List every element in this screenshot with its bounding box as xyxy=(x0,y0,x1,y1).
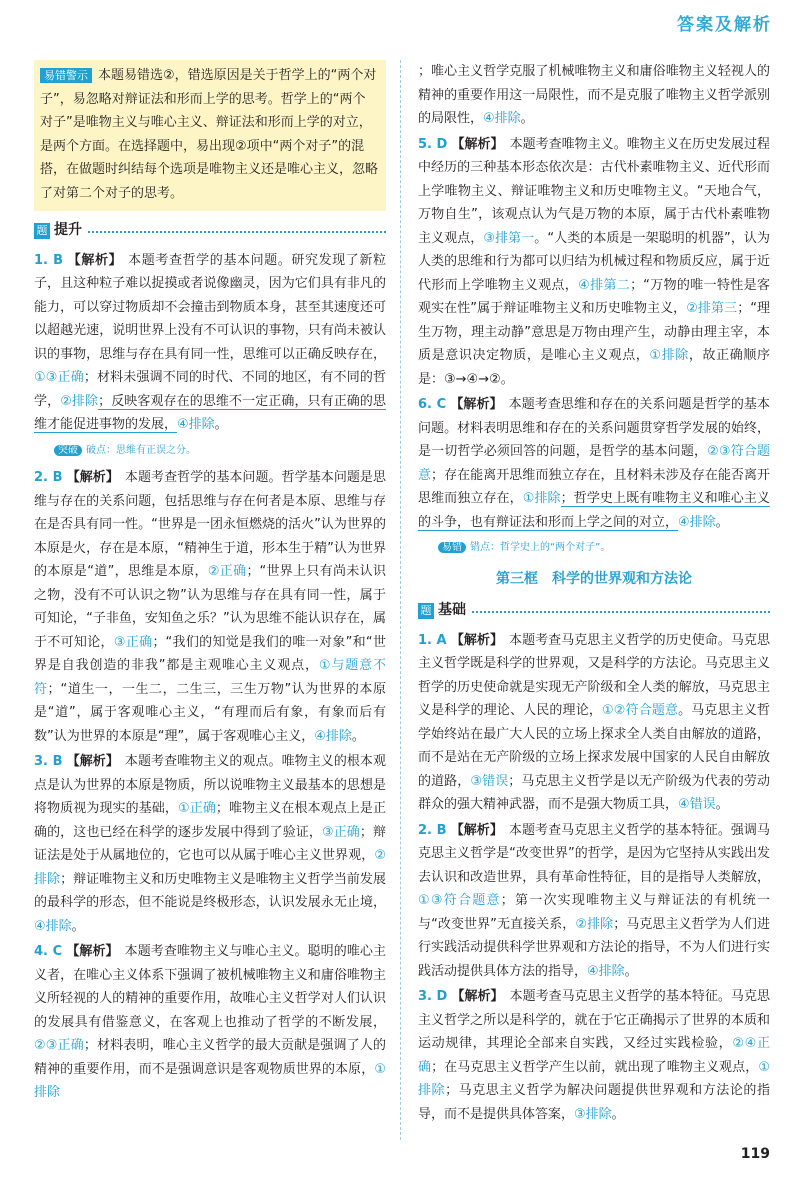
text: 本题考查马克思主义哲学的基本特征。强调马克思主义哲学是“改变世界”的哲学，是因为它坚持从实践出发去认识和改造世界，具有革命性特征，目的是指导人类解放， xyxy=(418,822,770,885)
tip-badge: 易错 xyxy=(438,542,466,553)
answer-item-2 xyxy=(34,466,386,748)
answer-item-3 xyxy=(34,750,386,938)
text: ；辩证唯物主义和历史唯物主义是唯物主义哲学当前发展的最科学的形态，但不能说是终极形态，认识发展永无止境， xyxy=(34,871,386,910)
highlight: ①②符合题意 xyxy=(601,703,679,718)
error-tip xyxy=(438,536,770,560)
error-warning-note xyxy=(34,60,386,211)
text: 本题考查马克思主义哲学的基本特征。马克思主义哲学之所以是科学的，就在于它正确揭示了世界的本质和运动规律，其理论全部来自实践，又经过实践检验， xyxy=(418,989,770,1051)
text: 。马克思主义哲学始终站在最广大人民的立场上探求全人类自由解放的道路，而不是站在无产阶级的立场上探求发展中国家的人民自由解放的道路， xyxy=(418,703,770,789)
text: ；材料未强调不同的时代、不同的地区，有不同的哲学， xyxy=(34,370,386,409)
text: ；在马克思主义哲学产生以前，就出现了唯物主义观点， xyxy=(431,1059,759,1075)
chapter-title: 第三框 科学的世界观和方法论 xyxy=(496,570,692,587)
text: 。 xyxy=(611,1106,625,1122)
highlight: ①排除 xyxy=(418,1059,770,1098)
text: 本题考查思维和存在的关系问题是哲学的基本问题。材料表明思维和存在的关系问题贯穿哲学发展的始终，是一切哲学必须回答的问题，是哲学的基本问题， xyxy=(418,397,770,459)
page-header: 答案及解析 xyxy=(677,15,772,35)
text: ；“万物的唯一特性是客观实在性”属于辩证唯物主义和历史唯物主义， xyxy=(418,277,770,316)
highlight: ④排除 xyxy=(587,963,625,979)
text: 本题考查马克思主义哲学的历史使命。马克思主义哲学既是科学的世界观，又是科学的方法论。马克思主义哲学的历史使命就是实现无产阶级和全人类的解放，马克思主义是科学的理论、人民的理论， xyxy=(418,632,770,718)
highlight: ①正确 xyxy=(177,801,216,816)
highlight: ④排除 xyxy=(314,728,352,744)
text: ；“理生万物，理主动静”意思是万物由理产生，动静由理主宰，本质是意识决定物质，是唯心主义观点， xyxy=(418,301,770,363)
highlight: ③错误 xyxy=(470,773,509,789)
highlight: ②正确 xyxy=(207,564,247,579)
analysis-label: 【解析】 xyxy=(451,989,504,1004)
text: ；唯物主义在根本观点上是正确的，这也已经在科学的逐步发展中得到了验证， xyxy=(34,801,386,840)
answer-number: 4. C xyxy=(34,944,63,959)
text: 。 xyxy=(214,417,228,432)
text: ；材料表明，唯心主义哲学的最大贡献是强调了人的精神的重要作用，而不是强调意识是客观物质世界的本原， xyxy=(34,1038,386,1077)
text: ；马克思主义哲学为解决问题提供世界观和方法论的指导，而不是提供具体答案， xyxy=(418,1083,770,1122)
analysis-label: 【解析】 xyxy=(451,136,504,152)
section-icon: 题 xyxy=(34,223,50,239)
text: 。 xyxy=(715,797,729,812)
note-text: 本题易错选②，错选原因是关于哲学上的“两个对子”，易忽略对辩证法和形而上学的思考。哲学上的“两个对子”是唯物主义与唯心主义、辩证法和形而上学的对立，是两个方面。在选择题中，易出现②项中“两个对子”的混搭，在做题时纠结每个选项是唯物主义还是唯心主义，忽略了对第二个对子的思考。 xyxy=(40,68,379,201)
text: 。 xyxy=(715,514,729,530)
underlined-text: ；哲学史上既有唯物主义和唯心主义的斗争，也有辩证法和形而上学之间的对立， xyxy=(418,491,770,530)
text: 本题考查唯物主义的观点。唯物主义的根本观点是认为世界的本原是物质，所以说唯物主义最基本的思想是将物质视为现实的基础， xyxy=(34,754,386,816)
answer-item-4-part-1 xyxy=(34,940,386,1105)
answer-number: 2. B xyxy=(34,470,63,485)
highlight: ④排除 xyxy=(678,514,716,530)
highlight: ①排除 xyxy=(522,491,561,506)
answer-item-5 xyxy=(418,133,770,392)
section-tisheng xyxy=(34,219,386,243)
text: ；唯心主义哲学克服了机械唯物主义和庸俗唯物主义轻视人的精神的重要作用这一局限性，而不是克服了唯物主义哲学派别的局限性， xyxy=(418,64,770,126)
answer-number: 2. B xyxy=(418,822,447,838)
analysis-label: 【解析】 xyxy=(67,252,123,268)
breakthrough-tip xyxy=(54,439,386,463)
highlight: ③排第一 xyxy=(483,230,535,246)
highlight: ②③符合题意 xyxy=(418,444,770,483)
text: 。 xyxy=(624,963,638,979)
basic-answer-item-2 xyxy=(418,819,770,984)
text: ；马克思主义哲学为人们进行实践活动提供科学世界观和方法论的指导，不为人们进行实践活动提供具体方法的指导， xyxy=(418,916,770,979)
column-divider xyxy=(400,60,401,1140)
section-title: 提升 xyxy=(54,222,82,238)
text: ；“道生一，一生二，二生三，三生万物”认为世界的本原是“道”，属于客观唯心主义，“有理而后有象，有象而后有数”认为世界的本原是“理”，属于客观唯心主义， xyxy=(34,681,386,744)
text: ；马克思主义哲学是以无产阶级为代表的劳动群众的强大精神武器，而不是强大物质工具， xyxy=(418,773,770,812)
answer-number: 3. D xyxy=(418,989,448,1004)
analysis-label: 【解析】 xyxy=(66,470,119,485)
analysis-label: 【解析】 xyxy=(66,944,119,959)
text: 本题考查唯物主义与唯心主义。聪明的唯心主义者，在唯心主义体系下强调了被机械唯物主义和庸俗唯物主义所轻视的人的精神的重要作用，故唯心主义哲学对人们认识的发展具有借鉴意义，在客观上也推动了哲学的不断发展， xyxy=(34,944,386,1030)
answer-number: 1. A xyxy=(418,632,447,648)
text: 本题考查哲学的基本问题。哲学基本问题是思维与存在的关系问题，包括思维与存在何者是本原、思维与存在是否具有同一性。“世界是一团永恒燃烧的活火”认为世界的本原是火，存在是本原，“精神生于道，形本生于精”认为世界的本原是“道”，思维是本原， xyxy=(34,470,386,579)
text: ；第一次实现唯物主义与辩证法的有机统一与“改变世界”无直接关系， xyxy=(418,893,770,932)
highlight: ④排除 xyxy=(177,417,215,432)
highlight: ①与题意不符 xyxy=(34,658,386,697)
answer-number: 6. C xyxy=(418,397,447,412)
text: 。 xyxy=(520,111,534,126)
highlight: ②④正确 xyxy=(418,1036,770,1075)
highlight: ①排除 xyxy=(34,1061,386,1100)
highlight: ②排第三 xyxy=(686,301,738,316)
highlight: ①③符合题意 xyxy=(418,893,501,908)
highlight: ③正确 xyxy=(321,824,360,840)
text: 。 xyxy=(351,728,365,744)
answer-item-4-part-2 xyxy=(418,60,770,131)
highlight: ②排除 xyxy=(60,393,99,409)
highlight: ③排除 xyxy=(574,1106,612,1122)
tip-badge: 突破 xyxy=(54,445,82,456)
basic-answer-item-3 xyxy=(418,985,770,1126)
highlight: ②③正确 xyxy=(34,1038,84,1053)
text: 本题考查哲学的基本问题。研究发现了新粒子，且这种粒子难以捉摸或者说像幽灵，因为它们具有非凡的能力，可以穿过物质却不会撞击到物质本身，甚至其速度还可以超越光速，说明世界上没有不可认识的事物，只有尚未被认识的事物，思维与存在具有同一性，思维可以正确反映存在， xyxy=(34,252,386,362)
highlight: ②排除 xyxy=(34,848,386,887)
highlight: ①③正确 xyxy=(34,370,84,385)
highlight: ④错误 xyxy=(678,797,716,812)
answer-number: 1. B xyxy=(34,252,64,268)
underlined-text: ；反映客观存在的思维不一定正确，只有正确的思维才能促进事物的发展， xyxy=(34,393,386,432)
section-jichu xyxy=(418,599,770,623)
text: 。 xyxy=(71,918,85,934)
highlight: ④排第二 xyxy=(578,277,631,293)
tip-text: 错点：哲学史上的“两个对子”。 xyxy=(470,542,611,553)
answer-item-6 xyxy=(418,393,770,534)
answer-number: 3. B xyxy=(34,754,63,769)
text: ，故正确顺序是：③→④→②。 xyxy=(418,348,770,387)
highlight: ④排除 xyxy=(34,918,72,934)
analysis-label: 【解析】 xyxy=(450,632,504,648)
text: ；辩证法是处于从属地位的，它也可以从属于唯心主义世界观， xyxy=(34,824,386,863)
section-title: 基础 xyxy=(438,602,466,618)
section-dots xyxy=(472,611,770,613)
section-dots xyxy=(88,231,386,233)
section-icon: 题 xyxy=(418,603,434,619)
right-column xyxy=(418,60,770,1128)
analysis-label: 【解析】 xyxy=(66,754,119,769)
analysis-label: 【解析】 xyxy=(450,397,503,412)
highlight: ①排除 xyxy=(649,348,689,363)
text: 。“人类的本质是一架聪明的机器”，认为人类的思维和行为都可以归结为机械过程和物质反应，属于近代形而上学唯物主义观点， xyxy=(418,230,770,293)
basic-answer-item-1 xyxy=(418,629,770,817)
left-column xyxy=(34,60,386,1107)
text: ；“世界上只有尚未认识之物，没有不可认识之物”认为思维与存在具有同一性，属于可知论，“子非鱼，安知鱼之乐？”认为思维不能认识存在，属于不可知论， xyxy=(34,564,386,650)
answer-number: 5. D xyxy=(418,136,448,152)
answer-item-1 xyxy=(34,249,386,437)
highlight: ③正确 xyxy=(113,634,153,650)
highlight: ②排除 xyxy=(575,916,614,932)
text: ；存在能离开思维而独立存在，且材料未涉及存在能否离开思维而独立存在， xyxy=(418,467,770,506)
text: ；“我们的知觉是我们的唯一对象”和“世界是自我创造的非我”都是主观唯心主义观点， xyxy=(34,634,386,673)
tip-text: 破点：思维有正误之分。 xyxy=(86,444,196,456)
text: 本题考查唯物主义。唯物主义在历史发展过程中经历的三种基本形态依次是：古代朴素唯物主义、近代形而上学唯物主义、辩证唯物主义和历史唯物主义。“天地合气，万物自生”，该观点认为气是万物的本原，属于古代朴素唯物主义观点， xyxy=(418,136,770,246)
error-warning-tag: 易错警示 xyxy=(40,68,92,83)
analysis-label: 【解析】 xyxy=(450,822,503,838)
highlight: ④排除 xyxy=(483,111,521,126)
page-number: 119 xyxy=(740,1146,770,1162)
